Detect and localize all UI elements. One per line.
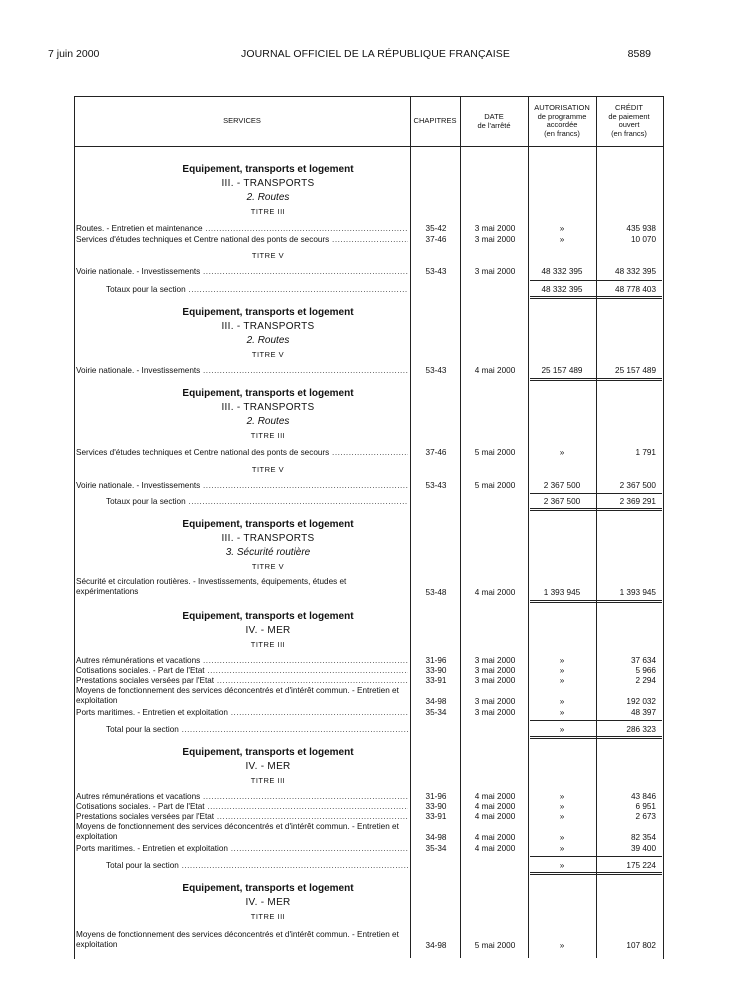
row-credit: 48 778 403 (615, 285, 656, 294)
page-date: 7 juin 2000 (48, 48, 100, 60)
row-chapitre: 35-34 (425, 844, 447, 853)
totals-row (76, 724, 660, 736)
table-row (76, 686, 660, 708)
row-autorisation: » (559, 708, 565, 717)
row-date: 3 mai 2000 (474, 267, 516, 276)
row-chapitre: 37-46 (425, 448, 447, 457)
section-heading: Equipement, transports et logement III. - TRANSPORTS 2. Routes TITRE III (182, 388, 354, 440)
row-label: Routes. - Entretien et maintenance ..... (76, 223, 408, 235)
table-row (76, 843, 660, 855)
row-credit: 2 369 291 (619, 497, 656, 506)
row-label: Prestations sociales versées par l'Etat ..... (76, 811, 408, 823)
row-chapitre: 53-43 (425, 267, 447, 276)
row-date: 3 mai 2000 (474, 656, 516, 665)
row-date: 3 mai 2000 (474, 666, 516, 675)
row-date: 4 mai 2000 (474, 792, 516, 801)
total-rule (530, 296, 662, 299)
row-credit: 48 397 (630, 708, 656, 717)
row-label: Services d'études techniques et Centre national des ponts de secours ..... (76, 447, 408, 459)
journal-title: JOURNAL OFFICIEL DE LA RÉPUBLIQUE FRANÇAISE (241, 48, 510, 60)
totals-row (76, 496, 660, 508)
row-credit: 192 032 (626, 697, 656, 706)
row-chapitre: 34-98 (425, 941, 447, 950)
table-row (76, 234, 660, 246)
row-label: Moyens de fonctionnement des services déconcentrés et d'intérêt commun. - Entretien et exploitation (76, 822, 399, 841)
row-autorisation: » (559, 725, 565, 734)
row-date: 3 mai 2000 (474, 676, 516, 685)
row-chapitre: 35-42 (425, 224, 447, 233)
row-credit: 48 332 395 (615, 267, 656, 276)
row-chapitre: 53-43 (425, 366, 447, 375)
row-credit: 175 224 (626, 861, 656, 870)
row-label: Total pour la section ..... (106, 724, 408, 736)
row-label: Autres rémunérations et vacations ..... (76, 655, 408, 667)
row-autorisation: » (559, 861, 565, 870)
sum-rule (530, 856, 662, 857)
col-chapitres: CHAPITRES (413, 116, 457, 125)
row-date: 5 mai 2000 (474, 481, 516, 490)
row-label: Voirie nationale. - Investissements ..... (76, 365, 408, 377)
row-autorisation: 2 367 500 (543, 481, 581, 490)
sum-rule (530, 720, 662, 721)
row-chapitre: 53-48 (425, 588, 447, 597)
row-chapitre: 53-43 (425, 481, 447, 490)
row-label: Services d'études techniques et Centre national des ponts de secours ..... (76, 234, 408, 246)
section-heading: Equipement, transports et logement IV. - MER TITRE III (182, 883, 354, 921)
row-autorisation: 48 332 395 (541, 267, 583, 276)
section-heading: Equipement, transports et logement III. - TRANSPORTS 2. Routes TITRE III (182, 164, 354, 216)
row-chapitre: 37-46 (425, 235, 447, 244)
row-autorisation: » (559, 666, 565, 675)
row-date: 5 mai 2000 (474, 941, 516, 950)
row-chapitre: 34-98 (425, 833, 447, 842)
row-date: 3 mai 2000 (474, 697, 516, 706)
row-date: 4 mai 2000 (474, 588, 516, 597)
row-date: 4 mai 2000 (474, 812, 516, 821)
row-autorisation: » (559, 448, 565, 457)
row-autorisation: » (559, 802, 565, 811)
row-label: Moyens de fonctionnement des services déconcentrés et d'intérêt commun. - Entretien et exploitation (76, 930, 399, 949)
col-services: SERVICES (223, 116, 261, 125)
row-credit: 2 367 500 (619, 481, 656, 490)
row-date: 4 mai 2000 (474, 844, 516, 853)
row-credit: 37 634 (630, 656, 656, 665)
row-label: Sécurité et circulation routières. - Investissements, équipements, études et expérimentations (76, 577, 347, 596)
row-date: 3 mai 2000 (474, 235, 516, 244)
total-rule (530, 600, 662, 603)
col-autorisation: AUTORISATION de programme accordée (en francs) (534, 103, 590, 138)
row-autorisation: » (559, 833, 565, 842)
row-autorisation: 2 367 500 (543, 497, 581, 506)
table-row (76, 447, 660, 459)
row-credit: 2 673 (635, 812, 656, 821)
row-label: Cotisations sociales. - Part de l'Etat ..... (76, 665, 408, 677)
row-chapitre: 33-91 (425, 676, 447, 685)
row-autorisation: 1 393 945 (543, 588, 581, 597)
row-chapitre: 33-91 (425, 812, 447, 821)
row-autorisation: » (559, 235, 565, 244)
row-label: Ports maritimes. - Entretien et exploitation ..... (76, 843, 408, 855)
row-label: Totaux pour la section ..... (106, 496, 408, 508)
row-chapitre: 31-96 (425, 792, 447, 801)
row-credit: 39 400 (630, 844, 656, 853)
section-heading: Equipement, transports et logement IV. - MER TITRE III (182, 611, 354, 649)
col-date: DATE de l'arrêté (477, 112, 511, 130)
row-credit: 10 070 (630, 235, 656, 244)
row-date: 3 mai 2000 (474, 224, 516, 233)
row-credit: 82 354 (630, 833, 656, 842)
row-date: 4 mai 2000 (474, 366, 516, 375)
row-chapitre: 33-90 (425, 802, 447, 811)
row-label: Totaux pour la section ..... (106, 284, 408, 296)
sum-rule (530, 493, 662, 494)
row-autorisation: 25 157 489 (541, 366, 583, 375)
row-credit: 6 951 (635, 802, 656, 811)
row-credit: 435 938 (626, 224, 656, 233)
row-label: Ports maritimes. - Entretien et exploitation ..... (76, 707, 408, 719)
totals-row (76, 860, 660, 872)
header-separator (74, 146, 663, 147)
row-label: Cotisations sociales. - Part de l'Etat ..... (76, 801, 408, 813)
row-chapitre: 33-90 (425, 666, 447, 675)
table-row (76, 577, 660, 599)
row-autorisation: » (559, 792, 565, 801)
row-credit: 1 791 (635, 448, 656, 457)
row-date: 4 mai 2000 (474, 802, 516, 811)
col-credit: CRÉDIT de paiement ouvert (en francs) (608, 103, 650, 138)
row-credit: 107 802 (626, 941, 656, 950)
row-autorisation: » (559, 844, 565, 853)
table-row (76, 266, 660, 278)
total-rule (530, 872, 662, 875)
total-rule (530, 736, 662, 739)
row-autorisation: » (559, 676, 565, 685)
row-credit: 5 966 (635, 666, 656, 675)
row-autorisation: » (559, 697, 565, 706)
row-label: Moyens de fonctionnement des services déconcentrés et d'intérêt commun. - Entretien et exploitation (76, 686, 399, 705)
row-label: Voirie nationale. - Investissements ..... (76, 480, 408, 492)
section-heading: Equipement, transports et logement IV. - MER TITRE III (182, 747, 354, 785)
row-credit: 25 157 489 (615, 366, 656, 375)
row-autorisation: 48 332 395 (541, 285, 583, 294)
total-rule (530, 378, 662, 381)
row-chapitre: 34-98 (425, 697, 447, 706)
row-autorisation: » (559, 224, 565, 233)
row-label: Autres rémunérations et vacations ..... (76, 791, 408, 803)
section-heading: Equipement, transports et logement III. - TRANSPORTS 2. Routes TITRE V (182, 307, 354, 359)
row-date: 3 mai 2000 (474, 708, 516, 717)
row-chapitre: 31-96 (425, 656, 447, 665)
row-date: 5 mai 2000 (474, 448, 516, 457)
titre-heading: TITRE V (251, 251, 285, 260)
titre-heading: TITRE V (251, 465, 285, 474)
row-date: 4 mai 2000 (474, 833, 516, 842)
row-autorisation: » (559, 941, 565, 950)
total-rule (530, 508, 662, 511)
row-autorisation: » (559, 812, 565, 821)
sum-rule (530, 280, 662, 281)
row-label: Prestations sociales versées par l'Etat ..... (76, 675, 408, 687)
table-row (76, 822, 660, 844)
section-heading: Equipement, transports et logement III. - TRANSPORTS 3. Sécurité routière TITRE V (182, 519, 354, 571)
table-row (76, 480, 660, 492)
row-autorisation: » (559, 656, 565, 665)
page-number: 8589 (627, 48, 651, 60)
row-chapitre: 35-34 (425, 708, 447, 717)
row-credit: 43 846 (630, 792, 656, 801)
table-row (76, 930, 660, 952)
table-row (76, 707, 660, 719)
totals-row (76, 284, 660, 296)
row-credit: 286 323 (626, 725, 656, 734)
row-credit: 1 393 945 (619, 588, 656, 597)
row-label: Total pour la section ..... (106, 860, 408, 872)
table-row (76, 365, 660, 377)
row-label: Voirie nationale. - Investissements ..... (76, 266, 408, 278)
row-credit: 2 294 (635, 676, 656, 685)
